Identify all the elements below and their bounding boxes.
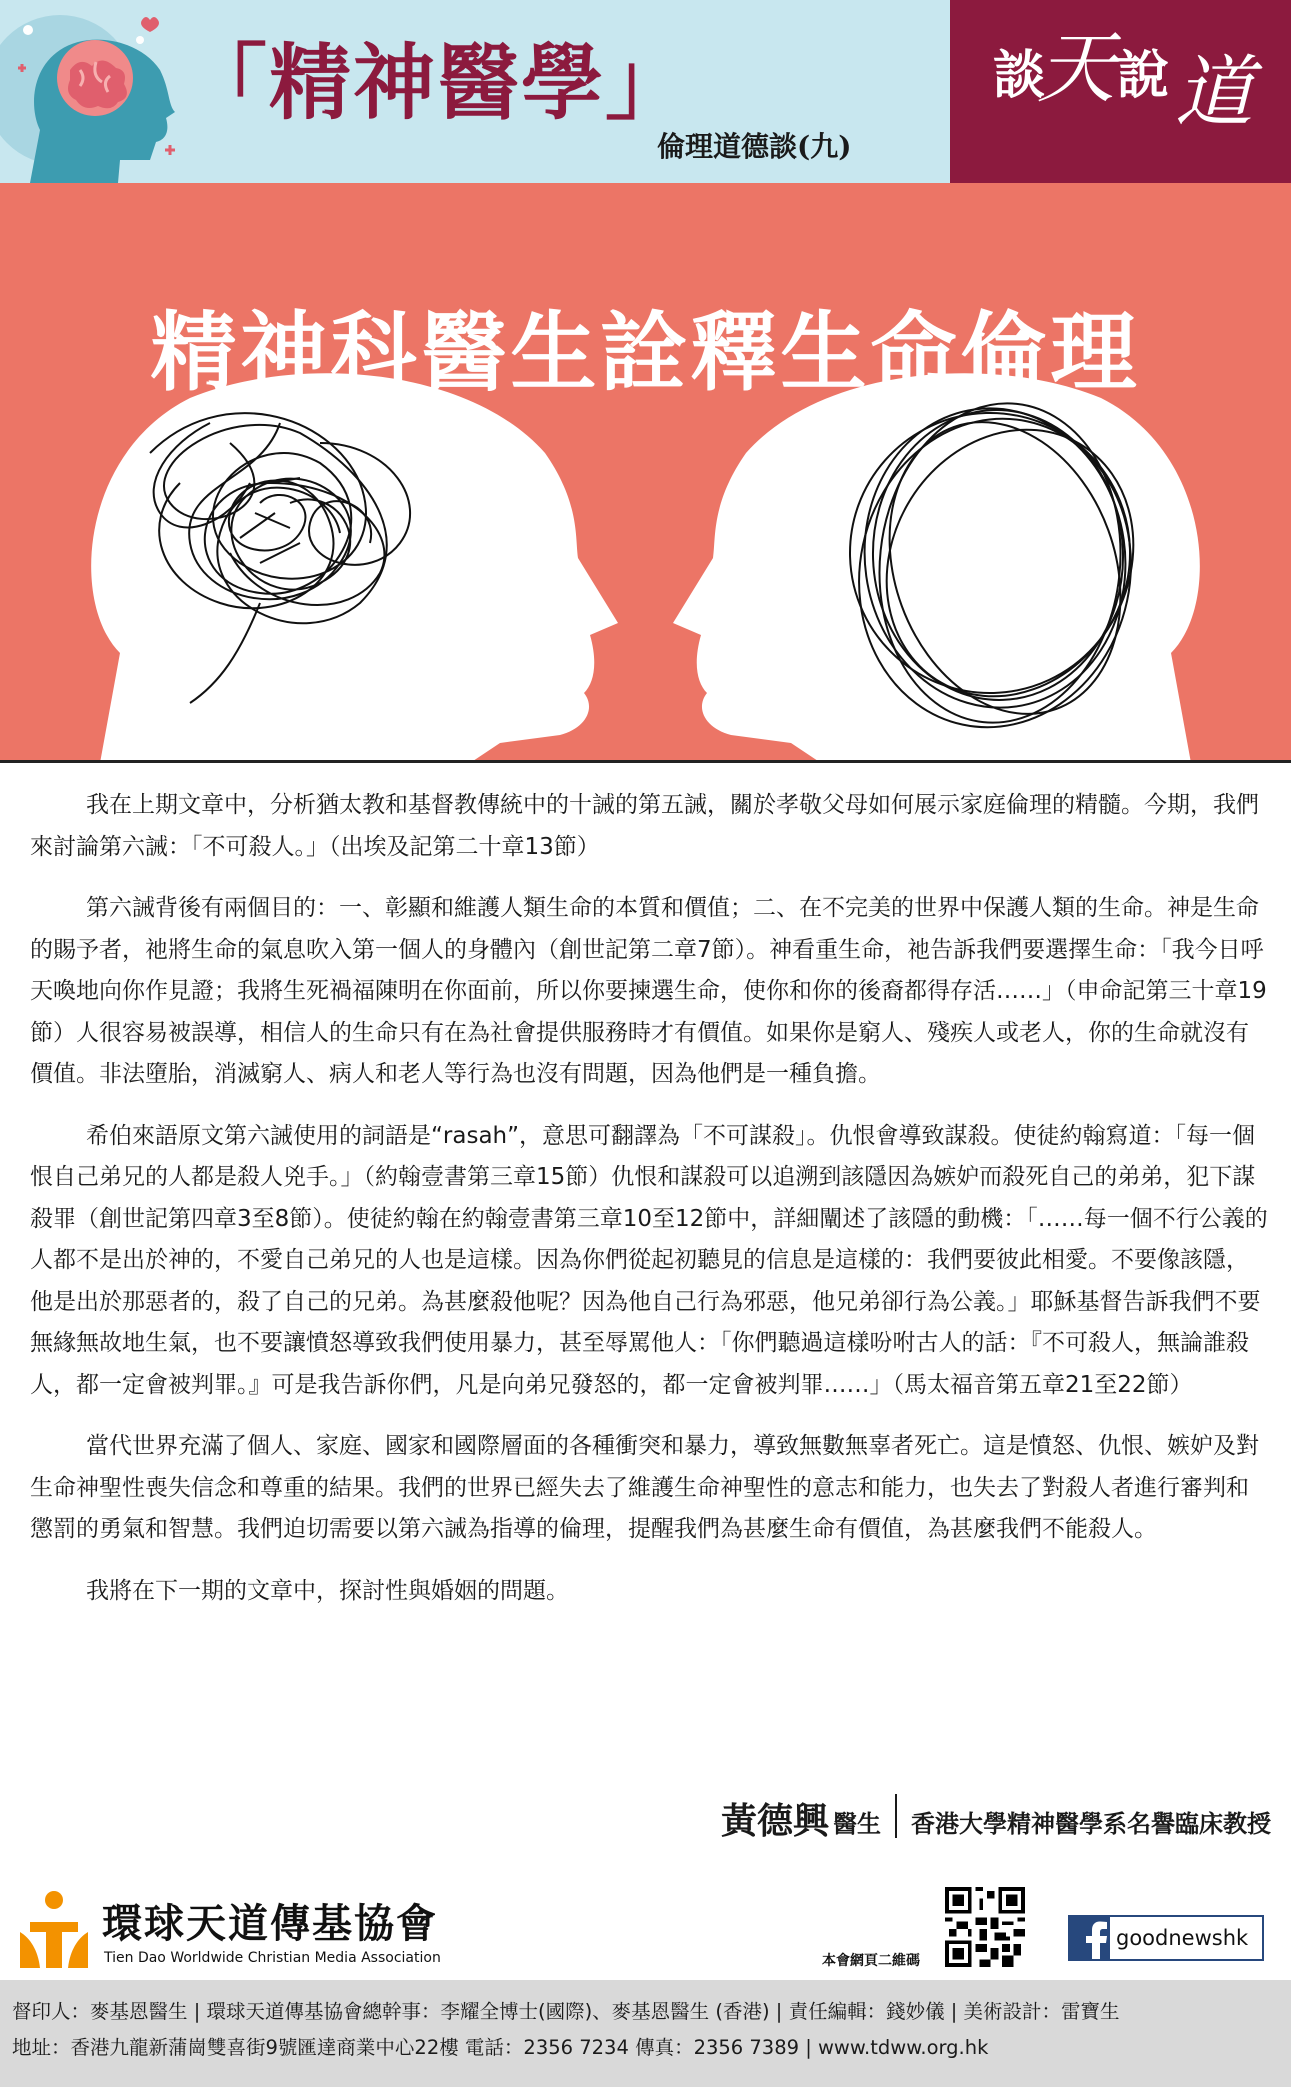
column-name-calligraphy bbox=[975, 24, 1275, 140]
org-logo-icon bbox=[20, 1888, 88, 1968]
author-name: 黃德興 bbox=[720, 1800, 829, 1842]
article-headline: 精神科醫生詮釋生命倫理 bbox=[150, 303, 1141, 403]
article-paragraph: 第六誡背後有兩個目的：一、彰顯和維護人類生命的本質和價值；二、在不完美的世界中保護人類的生命。神是生命的賜予者，祂將生命的氣息吹入第一個人的身體內（創世記第二章7節）。神看重生命，祂告訴我們要選擇生命：「我今日呼天喚地向你作見證；我將生死禍福陳明在你面前，所以你要揀選生命，使你和你的後裔都得存活……」（申命記第三十章19節）人很容易被誤導，相信人的生命只有在為社會提供服務時才有價值。如果你是窮人、殘疾人或老人，你的生命就沒有價值。非法墮胎，消滅窮人、病人和老人等行為也沒有問題，因為他們是一種負擔。 bbox=[30, 895, 1267, 1087]
masthead-left-panel bbox=[0, 0, 950, 183]
article-paragraph: 我將在下一期的文章中，探討性與婚姻的問題。 bbox=[86, 1577, 569, 1604]
byline-divider bbox=[895, 1794, 897, 1838]
facebook-icon bbox=[1070, 1917, 1110, 1959]
credits-contact-line: 地址：香港九龍新蒲崗雙喜街9號匯達商業中心22樓 電話：2356 7234 傳真：2356 7389 | www.tdww.org.hk bbox=[12, 2036, 989, 2059]
column-name-char-2: 天 bbox=[1037, 24, 1116, 114]
author-affiliation: 香港大學精神醫學系名譽臨床教授 bbox=[911, 1810, 1271, 1839]
article-paragraph: 我在上期文章中，分析猶太教和基督教傳統中的十誡的第五誡，關於孝敬父母如何展示家庭倫理的精髓。今期，我們來討論第六誡：「不可殺人。」（出埃及記第二十章13節） bbox=[30, 792, 1259, 860]
series-title: 「精神醫學」 bbox=[185, 35, 690, 131]
facebook-handle: goodnewshk bbox=[1116, 1926, 1249, 1950]
hero-divider bbox=[0, 760, 1291, 763]
facebook-link[interactable] bbox=[1068, 1915, 1264, 1961]
credits-staff-line: 督印人：麥基恩醫生 | 環球天道傳基協會總幹事：李耀全博士(國際)、麥基恩醫生 (香港) | 責任編輯：錢妙儀 | 美術設計：雷寶生 bbox=[12, 2000, 1120, 2023]
qr-code-icon[interactable] bbox=[945, 1887, 1025, 1967]
qr-caption: 本會網頁二維碼 bbox=[822, 1953, 920, 1969]
column-name-char-4: 道 bbox=[1175, 48, 1254, 138]
credits-bar bbox=[0, 1980, 1291, 2087]
column-name-char-1: 談 bbox=[993, 45, 1046, 106]
article-paragraph: 當代世界充滿了個人、家庭、國家和國際層面的各種衝突和暴力，導致無數無辜者死亡。這是憤怒、仇恨、嫉妒及對生命神聖性喪失信念和尊重的結果。我們的世界已經失去了維護生命神聖性的意志和能力，也失去了對殺人者進行審判和懲罰的勇氣和智慧。我們迫切需要以第六誡為指導的倫理，提醒我們為甚麼生命有價值，為甚麼我們不能殺人。 bbox=[30, 1433, 1259, 1542]
article-paragraph: 希伯來語原文第六誡使用的詞語是“rasah”，意思可翻譯為「不可謀殺」。仇恨會導致謀殺。使徒約翰寫道：「每一個恨自己弟兄的人都是殺人兇手。」（約翰壹書第三章15節）仇恨和謀殺可以追溯到該隱因為嫉妒而殺死自己的弟弟，犯下謀殺罪（創世記第四章3至8節）。使徒約翰在約翰壹書第三章10至12節中，詳細闡述了該隱的動機：「……每一個不行公義的人都不是出於神的，不愛自己弟兄的人也是這樣。因為你們從起初聽見的信息是這樣的：我們要彼此相愛。不要像該隱，他是出於那惡者的，殺了自己的兄弟。為甚麼殺他呢？因為他自己行為邪惡，他兄弟卻行為公義。」耶穌基督告訴我們不要無緣無故地生氣，也不要讓憤怒導致我們使用暴力，甚至辱罵他人：「你們聽過這樣吩咐古人的話：『不可殺人，無論誰殺人，都一定會被判罪。』可是我告訴你們，凡是向弟兄發怒的，都一定會被判罪……」（馬太福音第五章21至22節） bbox=[30, 1122, 1268, 1398]
masthead bbox=[0, 0, 1291, 183]
hero-banner bbox=[0, 183, 1291, 763]
org-name-chinese: 環球天道傳基協會 bbox=[102, 1901, 438, 1947]
org-name-english: Tien Dao Worldwide Christian Media Association bbox=[104, 1950, 441, 1966]
tangled-heads-illustration bbox=[0, 183, 1291, 763]
column-name-char-3: 說 bbox=[1117, 45, 1170, 106]
article-body bbox=[30, 785, 1270, 1632]
author-byline bbox=[720, 1793, 1271, 1842]
author-title: 醫生 bbox=[833, 1810, 881, 1839]
series-subtitle: 倫理道德談(九) bbox=[657, 130, 852, 163]
